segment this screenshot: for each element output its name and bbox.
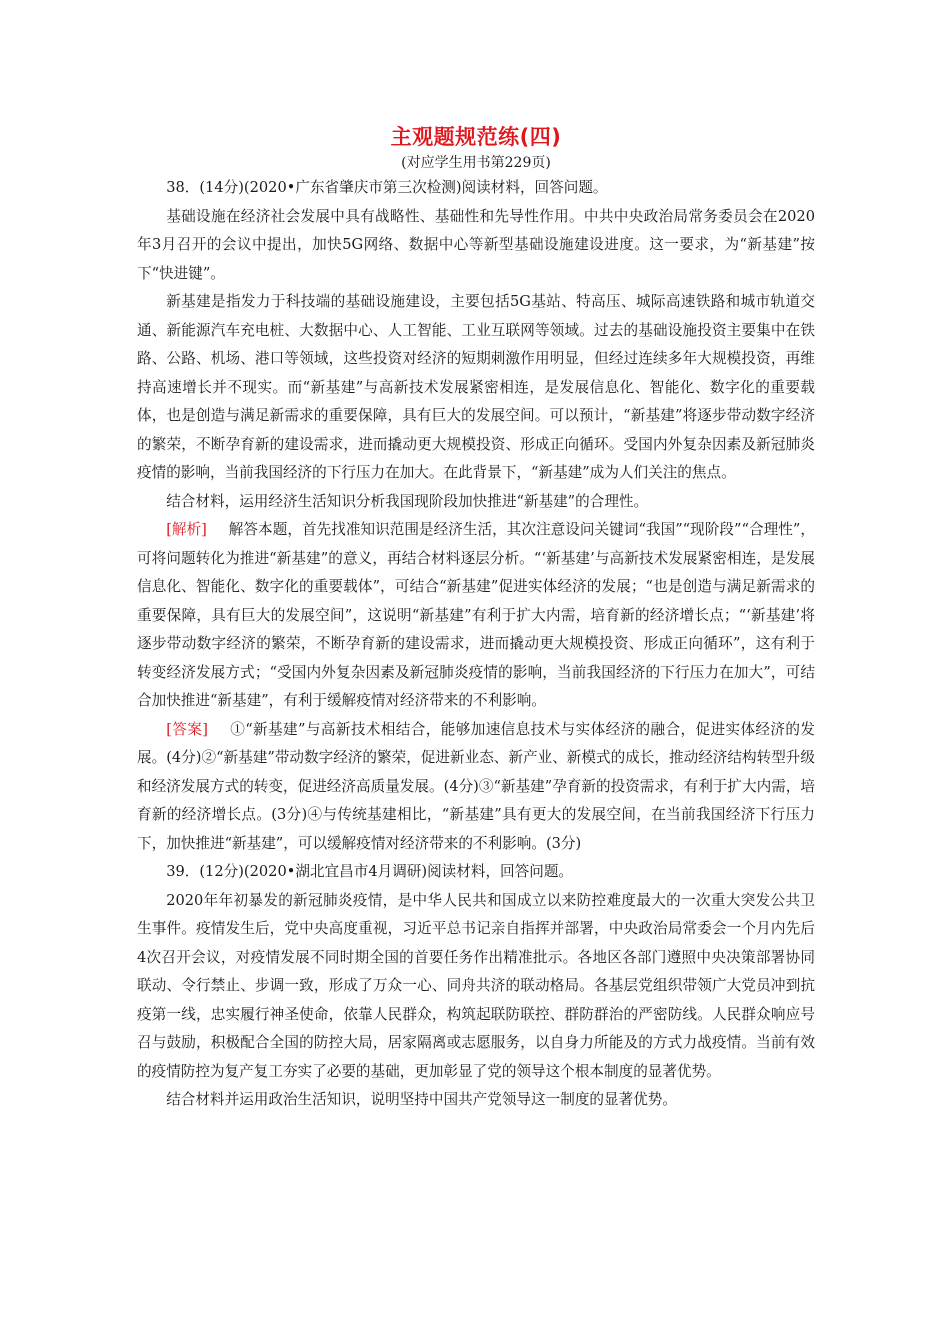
analysis-text: 解答本题，首先找准知识范围是经济生活，其次注意设问关键词“我国”“现阶段”“合理性”，可将问题转化为推进“新基建”的意义，再结合材料逐层分析。“‘新基建’与高新技术发展紧密相连，是发展信息化、智能化、数字化的重要载体”，可结合“新基建”促进实体经济的发展；“也是创造与满足新需求的重要保障，具有巨大的发展空间”，这说明“新基建”有利于扩大内需，培育新的经济增长点；“‘新基建’将逐步带动数字经济的繁荣，不断孕育新的建设需求，进而撬动更大规模投资、形成正向循环”，这有利于转变经济发展方式；“受国内外复杂因素及新冠肺炎疫情的影响，当前我国经济的下行压力在加大”，可结合加快推进“新基建”，有利于缓解疫情对经济带来的不利影响。 (137, 521, 815, 709)
q38-material-para1: 基础设施在经济社会发展中具有战略性、基础性和先导性作用。中共中央政治局常务委员会在2020年3月召开的会议中提出，加快5G网络、数据中心等新型基础设施建设进度。这一要求，为“新基建”按下“快进键”。 (137, 207, 815, 282)
page-subtitle: (对应学生用书第229页) (401, 155, 551, 171)
q39-question: 结合材料并运用政治生活知识，说明坚持中国共产党领导这一制度的显著优势。 (166, 1091, 677, 1108)
q39-header: 39．(12分)(2020•湖北宜昌市4月调研)阅读材料，回答问题。 (166, 863, 574, 880)
answer-text: ①“新基建”与高新技术相结合，能够加速信息技术与实体经济的融合，促进实体经济的发展。(4分)②“新基建”带动数字经济的繁荣，促进新业态、新产业、新模式的成长，推动经济结构转型升级和经济发展方式的转变，促进经济高质量发展。(4分)③“新基建”孕育新的投资需求，有利于扩大内需，培育新的经济增长点。(3分)④与传统基建相比，“新基建”具有更大的发展空间，在当前我国经济下行压力下，加快推进“新基建”，可以缓解疫情对经济带来的不利影响。(3分) (137, 720, 815, 852)
q39-material-para1: 2020年年初暴发的新冠肺炎疫情，是中华人民共和国成立以来防控难度最大的一次重大突发公共卫生事件。疫情发生后，党中央高度重视，习近平总书记亲自指挥并部署，中央政治局常委会一个月内先后4次召开会议，对疫情发展不同时期全国的首要任务作出精准批示。各地区各部门遵照中央决策部署协同联动、令行禁止、步调一致，形成了万众一心、同舟共济的联动格局。各基层党组织带领广大党员冲到抗疫第一线，忠实履行神圣使命，依靠人民群众，构筑起联防联控、群防群治的严密防线。人民群众响应号召与鼓励，积极配合全国的防控大局，居家隔离或志愿服务，以自身力所能及的方式力战疫情。当前有效的疫情防控为复产复工夯实了必要的基础，更加彰显了党的领导这个根本制度的显著优势。 (137, 891, 815, 1080)
document-page (137, 122, 815, 1115)
q38-answer (137, 716, 815, 859)
q38-question: 结合材料，运用经济生活知识分析我国现阶段加快推进“新基建”的合理性。 (166, 492, 649, 510)
analysis-tag: [解析] (166, 521, 207, 538)
q38-analysis (137, 516, 815, 716)
q38-material-para2: 新基建是指发力于科技端的基础设施建设，主要包括5G基站、特高压、城际高速铁路和城市轨道交通、新能源汽车充电桩、大数据中心、人工智能、工业互联网等领域。过去的基础设施投资主要集中在铁路、公路、机场、港口等领域，这些投资对经济的短期刺激作用明显，但经过连续多年大规模投资，再维持高速增长并不现实。而“新基建”与高新技术发展紧密相连，是发展信息化、智能化、数字化的重要载体，也是创造与满足新需求的重要保障，具有巨大的发展空间。可以预计，“新基建”将逐步带动数字经济的繁荣，不断孕育新的建设需求，进而撬动更大规模投资、形成正向循环。受国内外复杂因素及新冠肺炎疫情的影响，当前我国经济的下行压力在加大。在此背景下，“新基建”成为人们关注的焦点。 (137, 293, 815, 481)
page-title: 主观题规范练(四) (390, 125, 562, 149)
answer-tag: [答案] (166, 720, 208, 738)
q38-header: 38．(14分)(2020•广东省肇庆市第三次检测)阅读材料，回答问题。 (166, 179, 608, 196)
